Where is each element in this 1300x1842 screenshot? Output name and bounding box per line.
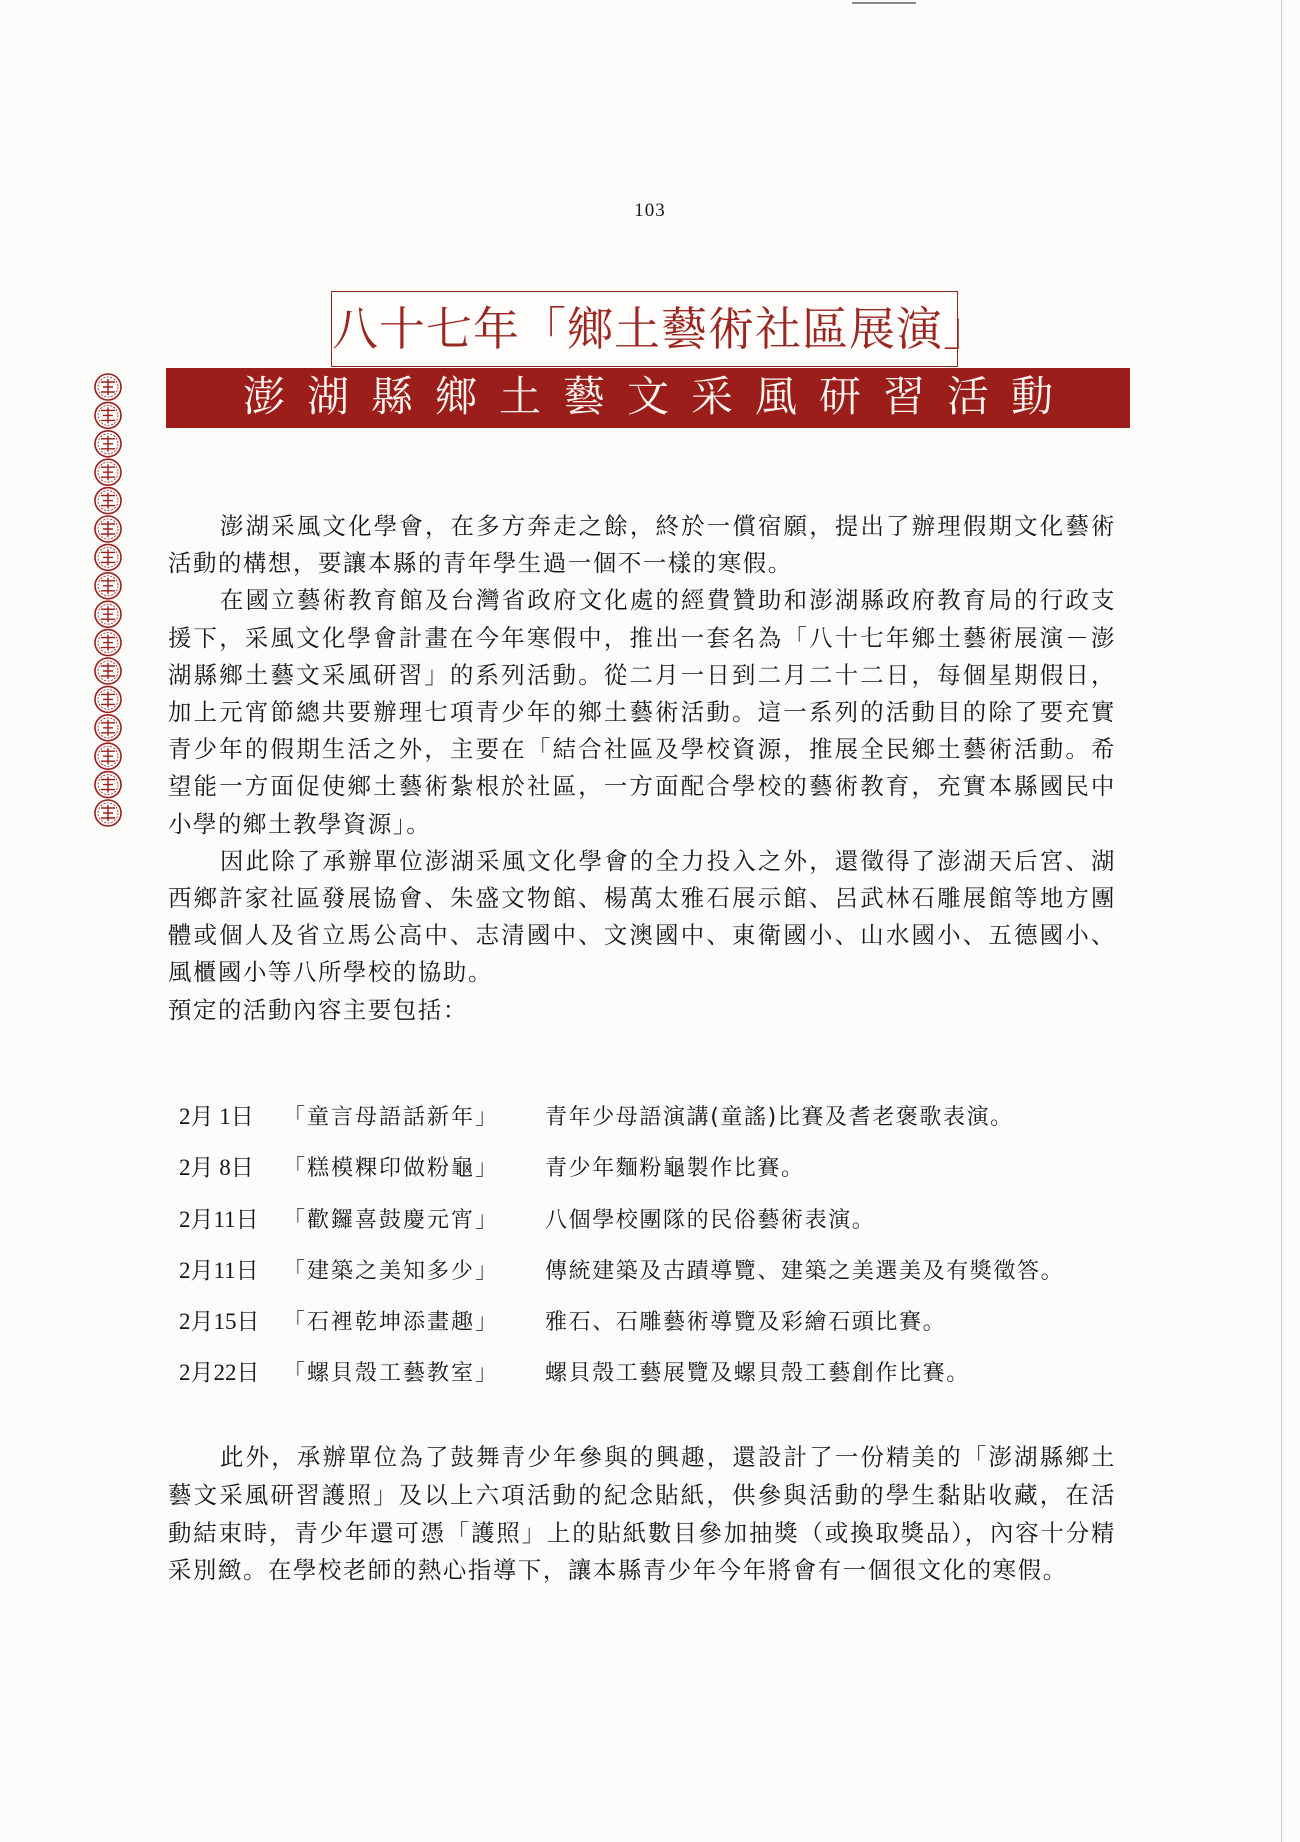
seal-stamp-icon xyxy=(95,544,121,570)
schedule-title: 「糕模粿印做粉龜」 xyxy=(283,1156,500,1182)
schedule-intro: 預定的活動內容主要包括： xyxy=(168,995,468,1024)
schedule-item xyxy=(179,1148,1129,1199)
seal-stamp-icon xyxy=(95,686,121,712)
schedule-item xyxy=(179,1200,1129,1251)
schedule-date: 2月15日 xyxy=(179,1309,260,1335)
seal-stamp-icon xyxy=(95,402,121,428)
page-title: 八十七年「鄉土藝術社區展演」 xyxy=(332,302,990,356)
schedule-description: 螺貝殼工藝展覽及螺貝殼工藝創作比賽。 xyxy=(545,1361,970,1387)
body-text xyxy=(168,508,1116,1029)
seal-stamp-icon xyxy=(95,601,121,627)
seal-stamp-icon xyxy=(95,516,121,542)
body-paragraph: 在國立藝術教育館及台灣省政府文化處的經費贊助和澎湖縣政府教育局的行政支援下，采風文化學會計畫在今年寒假中，推出一套名為「八十七年鄉土藝術展演－澎湖縣鄉土藝文采風研習」的系列活動。從二月一日到二月二十二日，每個星期假日，加上元宵節總共要辦理七項青少年的鄉土藝術活動。這一系列的活動目的除了要充實青少年的假期生活之外，主要在「結合社區及學校資源，推展全民鄉土藝術活動。希望能一方面促使鄉土藝術紮根於社區，一方面配合學校的藝術教育，充實本縣國民中小學的鄉土教學資源」。 xyxy=(168,586,1116,838)
schedule-date: 2月11日 xyxy=(179,1257,259,1283)
seal-stamp-icon xyxy=(95,772,121,798)
schedule-title: 「石裡乾坤添畫趣」 xyxy=(283,1310,500,1336)
schedule-description: 青年少母語演講(童謠)比賽及耆老褒歌表演。 xyxy=(545,1105,1014,1130)
body-paragraph: 澎湖采風文化學會，在多方奔走之餘，終於一償宿願，提出了辦理假期文化藝術活動的構想，要讓本縣的青年學生過一個不一樣的寒假。 xyxy=(168,512,1116,578)
schedule-item xyxy=(179,1353,1129,1404)
schedule-title: 「童言母語話新年」 xyxy=(283,1105,500,1130)
page-number: 103 xyxy=(634,200,666,221)
seal-stamp-icon xyxy=(95,658,121,684)
schedule-title: 「螺貝殼工藝教室」 xyxy=(283,1361,500,1387)
page-subtitle: 澎湖縣鄉土藝文采風研習活動 xyxy=(242,372,1075,421)
scan-artifact xyxy=(852,2,916,4)
seal-stamp-icon xyxy=(95,488,121,514)
schedule-description: 青少年麵粉龜製作比賽。 xyxy=(545,1156,805,1182)
seal-stamp-icon xyxy=(95,573,121,599)
schedule-date: 2月 1日 xyxy=(179,1104,254,1129)
closing-paragraph: 此外，承辦單位為了鼓舞青少年參與的興趣，還設計了一份精美的「澎湖縣鄉土藝文采風研習護照」及以上六項活動的紀念貼紙，供參與活動的學生黏貼收藏，在活動結束時，青少年還可憑「護照」上的貼紙數目參加抽獎（或換取獎品），內容十分精采別緻。在學校老師的熱心指導下，讓本縣青少年今年將會有一個很文化的寒假。 xyxy=(168,1443,1116,1585)
schedule-description: 傳統建築及古蹟導覽、建築之美選美及有獎徵答。 xyxy=(545,1258,1065,1284)
schedule-date: 2月11日 xyxy=(179,1206,259,1232)
schedule-description: 雅石、石雕藝術導覽及彩繪石頭比賽。 xyxy=(545,1310,947,1336)
title-box xyxy=(331,291,990,367)
schedule-item xyxy=(179,1251,1129,1302)
schedule-list xyxy=(179,1097,1129,1405)
schedule-date: 2月22日 xyxy=(179,1360,260,1386)
page-edge xyxy=(1281,0,1282,1842)
schedule-title: 「歡鑼喜鼓慶元宵」 xyxy=(283,1207,500,1233)
title-banner xyxy=(166,368,1130,428)
seal-stamp-icon xyxy=(95,630,121,656)
seal-stamp-icon xyxy=(95,743,121,769)
seal-stamp-icon xyxy=(95,374,121,400)
schedule-date: 2月 8日 xyxy=(179,1155,254,1181)
closing-text xyxy=(168,1439,1116,1590)
seal-stamp-icon xyxy=(95,715,121,741)
schedule-item xyxy=(179,1302,1129,1353)
schedule-item xyxy=(179,1097,1129,1148)
seal-stamp-icon xyxy=(95,459,121,485)
seal-icons xyxy=(85,372,131,830)
schedule-description: 八個學校團隊的民俗藝術表演。 xyxy=(545,1207,876,1233)
body-paragraph: 因此除了承辦單位澎湖采風文化學會的全力投入之外，還徵得了澎湖天后宮、湖西鄉許家社區發展協會、朱盛文物館、楊萬太雅石展示館、呂武林石雕展館等地方團體或個人及省立馬公高中、志清國中、文澳國中、東衛國小、山水國小、五德國小、風櫃國小等八所學校的協助。 xyxy=(168,846,1116,987)
decorative-seal-column xyxy=(85,372,131,830)
seal-stamp-icon xyxy=(95,431,121,457)
seal-stamp-icon xyxy=(95,800,121,826)
schedule-title: 「建築之美知多少」 xyxy=(283,1258,500,1284)
